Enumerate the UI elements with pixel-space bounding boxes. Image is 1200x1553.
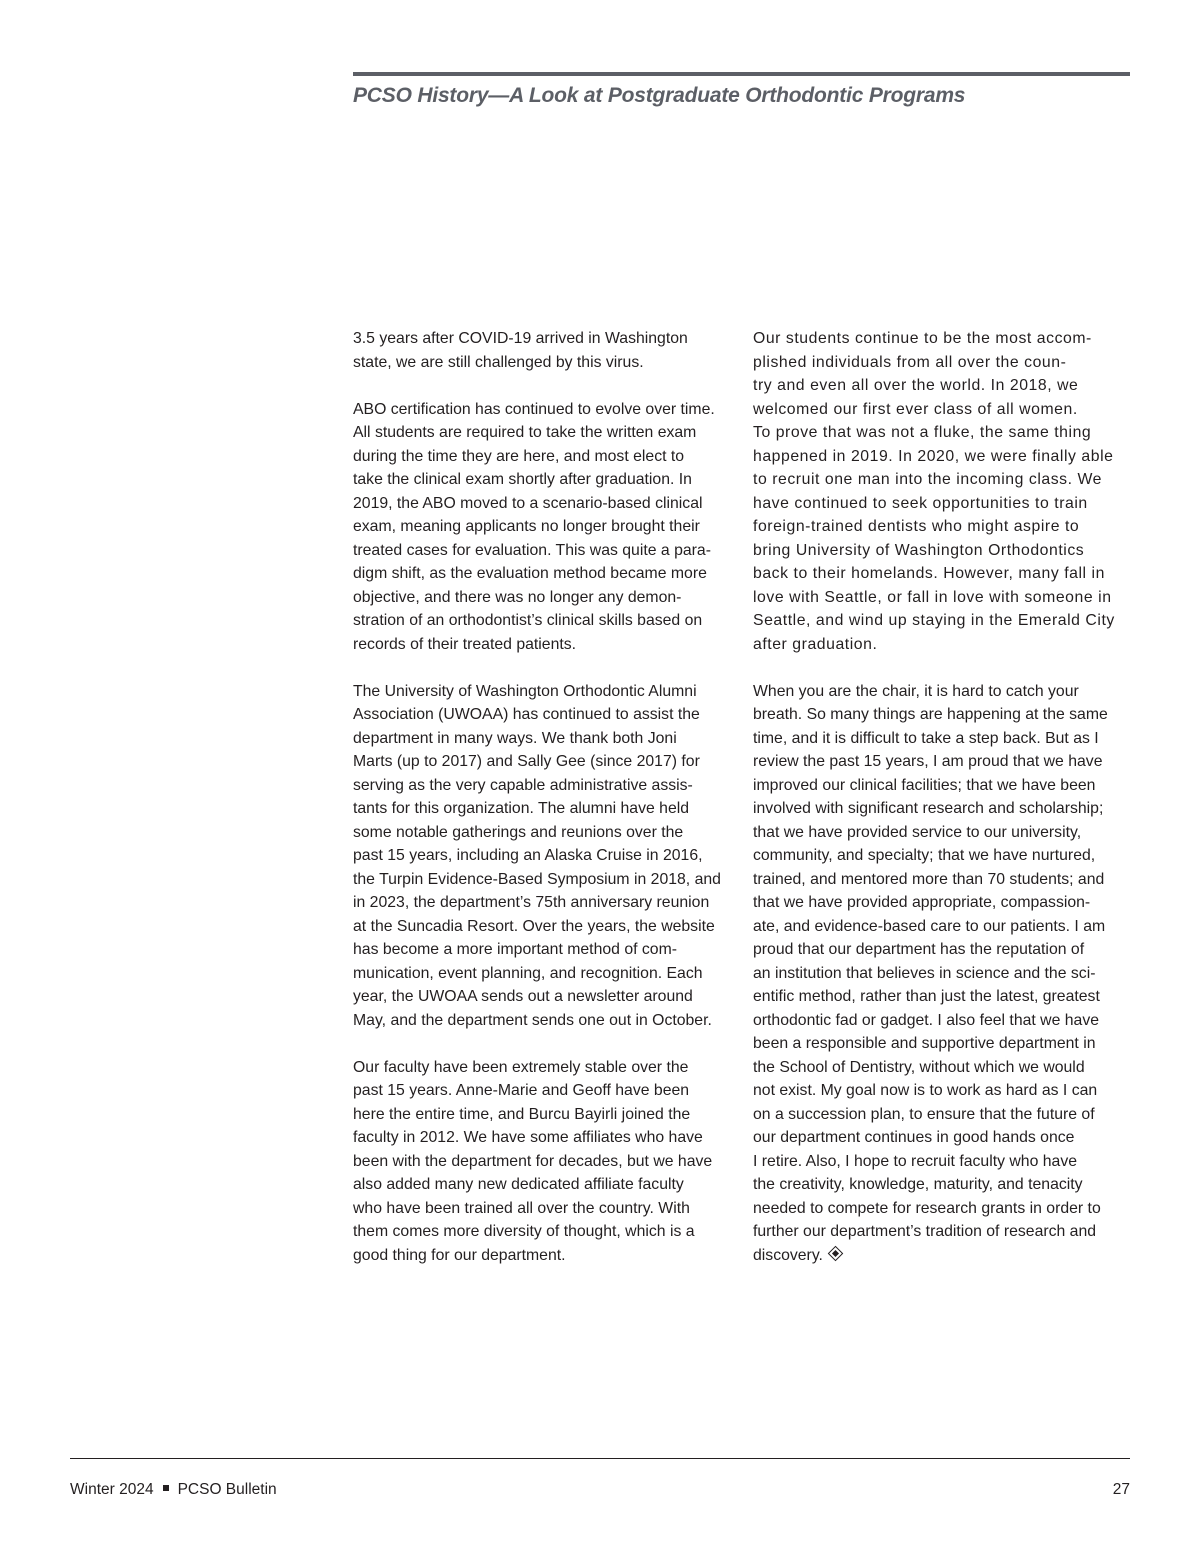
text-line: the creativity, knowledge, maturity, and tenacity [753, 1176, 1083, 1193]
text-line: past 15 years, including an Alaska Cruise in 2016, [353, 847, 703, 864]
text-line: improved our clinical facilities; that we have been [753, 776, 1096, 794]
text-line: treated cases for evaluation. This was quite a para- [353, 541, 711, 559]
text-line: take the clinical exam shortly after graduation. In [353, 471, 692, 488]
text-line: objective, and there was no longer any demon- [353, 588, 682, 606]
text-line: To prove that was not a fluke, the same thing [753, 424, 1092, 441]
text-line: the School of Dentistry, without which we would [753, 1058, 1085, 1076]
text-line: exam, meaning applicants no longer brought their [353, 518, 700, 535]
text-line: not exist. My goal now is to work as hard as I can [753, 1082, 1098, 1099]
text-line: love with Seattle, or fall in love with someone in [753, 588, 1112, 606]
page-title: PCSO History—A Look at Postgraduate Orthodontic Programs [353, 84, 966, 107]
text-line: trained, and mentored more than 70 students; and [753, 870, 1105, 888]
page-number: 27 [1112, 1481, 1130, 1498]
text-line: department in many ways. We thank both Joni [353, 729, 677, 747]
footer-issue-info [70, 1481, 277, 1499]
text-line: faculty in 2012. We have some affiliates who have [353, 1129, 703, 1146]
text-line: that we have provided appropriate, compassion- [753, 894, 1091, 911]
text-line: orthodontic fad or gadget. I also feel that we have [753, 1011, 1100, 1029]
text-line: have continued to seek opportunities to train [753, 494, 1088, 512]
text-line: has become a more important method of com- [353, 941, 677, 958]
text-line: ABO certification has continued to evolve over time. [353, 400, 715, 418]
paragraph-alumni-association [353, 680, 733, 1033]
text-line: them comes more diversity of thought, which is a [353, 1223, 695, 1240]
text-line: in 2023, the department’s 75th anniversary reunion [353, 894, 710, 911]
text-line: bring University of Washington Orthodontics [753, 541, 1085, 559]
text-line: Our faculty have been extremely stable over the [353, 1058, 689, 1076]
text-line: here the entire time, and Burcu Bayirli joined the [353, 1105, 691, 1123]
text-line: records of their treated patients. [353, 635, 577, 653]
paragraph-chair-reflection [753, 680, 1133, 1268]
square-bullet-icon [163, 1485, 169, 1491]
paragraph-faculty [353, 1056, 733, 1268]
text-line: to recruit one man into the incoming class. We [753, 471, 1102, 488]
text-line: All students are required to take the written exam [353, 424, 697, 441]
text-line: some notable gatherings and reunions over the [353, 823, 684, 841]
text-line: Marts (up to 2017) and Sally Gee (since 2017) for [353, 753, 700, 770]
text-line: welcomed our first ever class of all women. [753, 400, 1078, 418]
text-line: needed to compete for research grants in order to [753, 1199, 1101, 1217]
text-line: community, and specialty; that we have nurtured, [753, 847, 1096, 864]
text-line: 3.5 years after COVID-19 arrived in Washington [353, 330, 688, 347]
text-line: serving as the very capable administrative assis- [353, 776, 693, 794]
text-line: When you are the chair, it is hard to catch your [753, 682, 1079, 700]
text-line: on a succession plan, to ensure that the future of [753, 1105, 1095, 1123]
text-line: plished individuals from all over the coun- [753, 353, 1067, 371]
text-line: foreign-trained dentists who might aspire to [753, 518, 1080, 535]
text-line: our department continues in good hands once [753, 1129, 1075, 1146]
text-line: Association (UWOAA) has continued to assist the [353, 706, 700, 723]
text-line: stration of an orthodontist’s clinical skills based on [353, 612, 703, 629]
header-rule [353, 72, 1130, 76]
footer-issue: Winter 2024 [70, 1481, 154, 1498]
right-column [753, 327, 1133, 1291]
text-line: I retire. Also, I hope to recruit faculty who have [753, 1152, 1077, 1170]
text-line: an institution that believes in science and the sci- [753, 964, 1096, 982]
diamond-end-mark-icon [828, 1245, 844, 1261]
text-line: ate, and evidence-based care to our patients. I am [753, 917, 1106, 935]
text-line: entific method, rather than just the latest, greatest [753, 988, 1100, 1005]
text-line: further our department’s tradition of research and [753, 1223, 1097, 1240]
text-line: happened in 2019. In 2020, we were finally able [753, 447, 1114, 465]
text-line: state, we are still challenged by this virus. [353, 353, 644, 371]
text-line: year, the UWOAA sends out a newsletter around [353, 988, 693, 1005]
text-line: proud that our department has the reputation of [753, 941, 1085, 958]
text-line: who have been trained all over the country. With [353, 1199, 690, 1217]
text-line: past 15 years. Anne-Marie and Geoff have been [353, 1082, 690, 1099]
text-line: breath. So many things are happening at the same [753, 706, 1108, 723]
left-column [353, 327, 733, 1291]
text-line: 2019, the ABO moved to a scenario-based clinical [353, 494, 703, 512]
text-line-final [753, 1244, 1133, 1268]
text-final: discovery. [753, 1246, 823, 1264]
text-line: May, and the department sends one out in October. [353, 1011, 712, 1029]
footer-rule [70, 1458, 1130, 1459]
text-line: The University of Washington Orthodontic Alumni [353, 682, 697, 700]
text-line: review the past 15 years, I am proud that we have [753, 753, 1103, 770]
text-line: been with the department for decades, but we have [353, 1152, 713, 1170]
text-line: after graduation. [753, 635, 878, 653]
text-line: digm shift, as the evaluation method became more [353, 565, 707, 582]
paragraph-abo-certification [353, 398, 733, 657]
paragraph-students [753, 327, 1133, 656]
footer-publication: PCSO Bulletin [177, 1481, 277, 1498]
text-line: munication, event planning, and recognition. Each [353, 964, 703, 982]
text-line: Our students continue to be the most accom- [753, 330, 1092, 347]
text-line: at the Suncadia Resort. Over the years, the website [353, 917, 715, 935]
text-line: back to their homelands. However, many fall in [753, 565, 1105, 582]
text-line: during the time they are here, and most elect to [353, 447, 685, 465]
text-line: good thing for our department. [353, 1246, 566, 1264]
text-line: the Turpin Evidence-Based Symposium in 2018, and [353, 870, 721, 888]
text-line: also added many new dedicated affiliate faculty [353, 1176, 684, 1193]
paragraph-covid [353, 327, 733, 374]
text-line: try and even all over the world. In 2018, we [753, 377, 1079, 394]
text-line: involved with significant research and scholarship; [753, 800, 1104, 817]
text-line: tants for this organization. The alumni have held [353, 800, 690, 817]
text-line: been a responsible and supportive department in [753, 1035, 1096, 1052]
text-line: Seattle, and wind up staying in the Emerald City [753, 612, 1115, 629]
text-line: time, and it is difficult to take a step back. But as I [753, 729, 1099, 747]
text-line: that we have provided service to our university, [753, 823, 1082, 841]
